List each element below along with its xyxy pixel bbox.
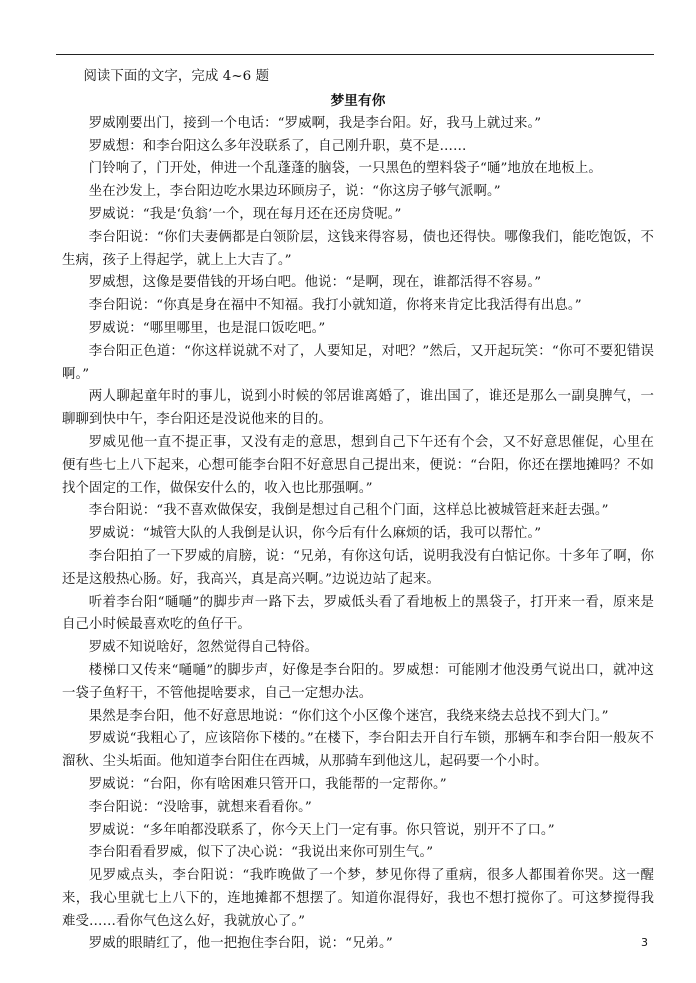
story-paragraph: 罗威想，这像是要借钱的开场白吧。他说：“是啊，现在，谁都活得不容易。”: [88, 275, 542, 291]
story-paragraph: 两人聊起童年时的事儿，说到小时候的邻居谁离婚了，谁出国了，谁还是那么一副臭脾气，一聊聊到快中午，李台阳还是没说他来的目的。: [62, 389, 654, 428]
story-paragraph: 门铃响了，门开处，伸进一个乱蓬蓬的脑袋，一只黑色的塑料袋子“嗵”地放在地板上。: [88, 161, 602, 177]
story-paragraph: 李台阳看看罗威，似下了决心说：“我说出来你可别生气。”: [88, 845, 434, 861]
story-paragraph: 听着李台阳“嗵嗵”的脚步声一路下去，罗威低头看了看地板上的黑袋子，打开来一看，原来是自己小时候最喜欢吃的鱼仔干。: [62, 594, 654, 633]
story-paragraph: 李台阳正色道：“你这样说就不对了，人要知足，对吧？”然后，又开起玩笑：“你可不要犯错误啊。”: [62, 343, 654, 382]
story-paragraph: 罗威不知说啥好，忽然觉得自己特俗。: [88, 640, 319, 656]
story-paragraph: 李台阳说：“没啥事，就想来看看你。”: [88, 799, 312, 815]
story-paragraph: 见罗威点头，李台阳说：“我昨晚做了一个梦，梦见你得了重病，很多人都围着你哭。这一醒来，我心里就七上八下的，连地摊都不想摆了。知道你混得好，我也不想打搅你了。可这梦搅得我难受……看你气色这么好，我就放心了。”: [62, 868, 654, 929]
story-paragraph: 李台阳说：“我不喜欢做保安，我倒是想过自己租个门面，这样总比被城管赶来赶去强。”: [88, 503, 609, 519]
header-rule: [56, 54, 654, 55]
story-paragraph: 果然是李台阳，他不好意思地说：“你们这个小区像个迷宫，我绕来绕去总找不到大门。”: [88, 708, 609, 724]
story-paragraph: 楼梯口又传来“嗵嗵”的脚步声，好像是李台阳的。罗威想：可能刚才他没勇气说出口，就冲这一袋子鱼籽干，不管他提啥要求，自己一定想办法。: [62, 662, 654, 701]
story-paragraph: 罗威的眼睛红了，他一把抱住李台阳，说：“兄弟。”: [88, 936, 393, 952]
story-title: 梦里有你: [330, 92, 386, 109]
story-paragraph: 坐在沙发上，李台阳边吃水果边环顾房子，说：“你这房子够气派啊。”: [88, 184, 501, 200]
story-text: [62, 113, 654, 956]
story-paragraph: 罗威见他一直不提正事，又没有走的意思，想到自己下午还有个会，又不好意思催促，心里在便有些七上八下起来，心想可能李台阳不好意思自己提出来，便说：“台阳，你还在摆地摊吗？不如找个固定的工作，做保安什么的，收入也比那强啊。”: [62, 434, 654, 496]
document-body: [62, 66, 654, 956]
story-paragraph: 李台阳拍了一下罗威的肩膀，说：“兄弟，有你这句话，说明我没有白惦记你。十多年了啊，你还是这般热心肠。好，我高兴，真是高兴啊。”边说边站了起来。: [62, 548, 654, 587]
question-instruction: 阅读下面的文字，完成 4~6 题: [83, 69, 270, 84]
story-paragraph: 李台阳说：“你真是身在福中不知福。我打小就知道，你将来肯定比我活得有出息。”: [88, 298, 582, 314]
story-paragraph: 罗威说：“哪里哪里，也是混口饭吃吧。”: [88, 320, 326, 336]
story-paragraph: 罗威说“我粗心了，应该陪你下楼的。”在楼下，李台阳去开自行车锁，那辆车和李台阳一般灰不溜秋、尘头垢面。他知道李台阳住在西城，从那骑车到他这儿，起码要一个小时。: [62, 731, 654, 770]
story-paragraph: 罗威说：“我是‘负翁’一个，现在每月还在还房贷呢。”: [88, 206, 402, 222]
story-paragraph: 李台阳说：“你们夫妻俩都是白领阶层，这钱来得容易，债也还得快。哪像我们，能吃饱饭，不生病，孩子上得起学，就上上大吉了。”: [62, 229, 654, 268]
story-paragraph: 罗威说：“台阳，你有啥困难只管开口，我能帮的一定帮你。”: [88, 776, 447, 792]
story-paragraph: 罗威说：“多年咱都没联系了，你今天上门一定有事。你只管说，别开不了口。”: [88, 822, 555, 838]
page-number: 3: [641, 936, 648, 949]
story-paragraph: 罗威刚要出门，接到一个电话：“罗威啊，我是李台阳。好，我马上就过来。”: [88, 115, 542, 131]
story-paragraph: 罗威想：和李台阳这么多年没联系了，自己刚升职，莫不是……: [88, 138, 467, 154]
story-paragraph: 罗威说：“城管大队的人我倒是认识，你今后有什么麻烦的话，我可以帮忙。”: [88, 526, 542, 542]
